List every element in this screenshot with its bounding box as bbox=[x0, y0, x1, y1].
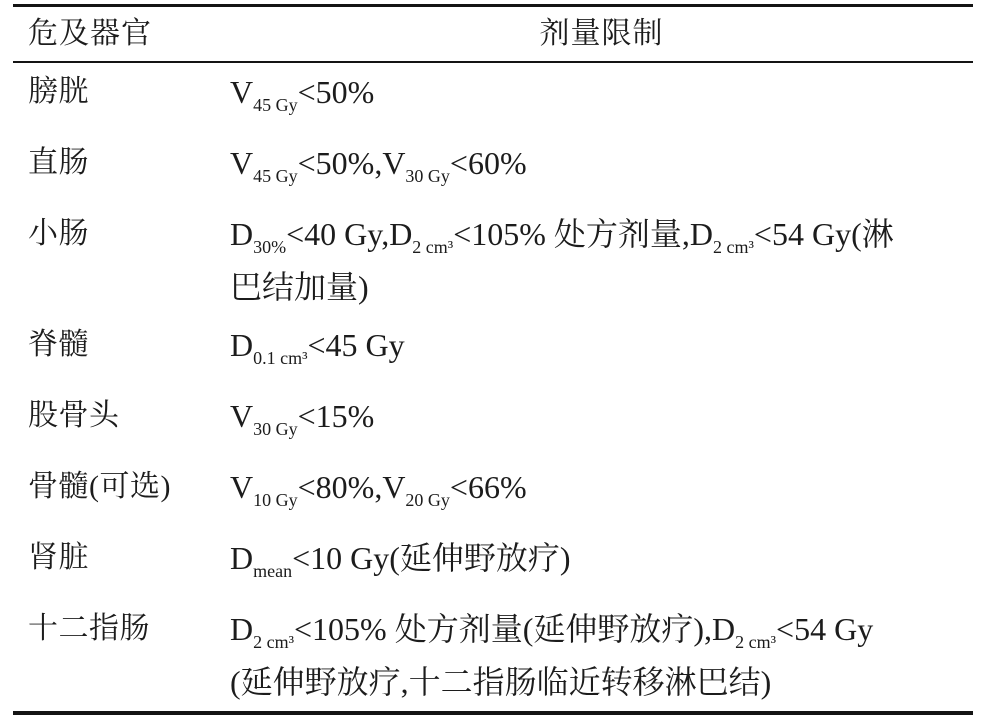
table-row bbox=[13, 529, 973, 600]
organ-cell: 十二指肠 bbox=[28, 612, 150, 645]
dose-limit-formula-line: $D_{0.1 cm^3}<45$ Gy bbox=[230, 327, 405, 368]
organ-cell: 直肠 bbox=[28, 146, 89, 179]
table-row bbox=[13, 63, 973, 134]
organ-cell: 肾脏 bbox=[28, 541, 89, 574]
column-header-organ: 危及器官 bbox=[28, 17, 152, 50]
dose-limit-cell bbox=[230, 609, 973, 702]
organ-cell: 膀胱 bbox=[28, 75, 89, 108]
dose-limit-formula-line: $D_{30\%}<40$ $Gy,D_{2 cm^3}<105\%$ 处方剂量$,D_{2 cm^3}<54$ Gy(淋 bbox=[230, 216, 894, 257]
dose-limit-cell bbox=[230, 214, 973, 307]
dose-limit-cell bbox=[230, 72, 973, 125]
dose-limit-formula-line: $D_{mean}<10$ Gy(延伸野放疗) bbox=[230, 540, 571, 581]
table-row bbox=[13, 205, 973, 316]
dose-limit-formula-line: $V_{30 Gy}<15\%$ bbox=[230, 398, 375, 439]
table-body bbox=[13, 63, 973, 711]
organ-cell: 骨髓(可选) bbox=[28, 470, 171, 503]
dose-limit-cell bbox=[230, 325, 973, 378]
dose-limit-formula-line: $D_{2 cm^3}<105\%$ 处方剂量(延伸野放疗)$,D_{2 cm^3}<54$ Gy bbox=[230, 611, 874, 652]
dose-limit-cell bbox=[230, 396, 973, 449]
organ-cell: 小肠 bbox=[28, 217, 89, 250]
dose-limit-cell bbox=[230, 467, 973, 520]
table-row bbox=[13, 387, 973, 458]
organ-cell: 脊髓 bbox=[28, 328, 89, 361]
table-row bbox=[13, 316, 973, 387]
table-row bbox=[13, 600, 973, 711]
dose-limit-cell bbox=[230, 143, 973, 196]
table-row bbox=[13, 134, 973, 205]
dose-limit-formula-line: (延伸野放疗,十二指肠临近转移淋巴结) bbox=[230, 664, 772, 700]
dose-limit-formula-line: 巴结加量) bbox=[230, 269, 369, 305]
column-header-dose-limit: 剂量限制 bbox=[539, 17, 664, 50]
dose-limit-formula-line: $V_{45 Gy}<50\%,V_{30 Gy}<60\%$ bbox=[230, 145, 527, 186]
dose-limit-table bbox=[13, 4, 973, 715]
table-header-row bbox=[13, 7, 973, 63]
dose-limit-cell bbox=[230, 538, 973, 591]
table-row bbox=[13, 458, 973, 529]
dose-limit-formula-line: $V_{10 Gy}<80\%,V_{20 Gy}<66\%$ bbox=[230, 469, 527, 510]
organ-cell: 股骨头 bbox=[28, 399, 120, 432]
dose-limit-formula-line: $V_{45 Gy}<50\%$ bbox=[230, 74, 375, 115]
